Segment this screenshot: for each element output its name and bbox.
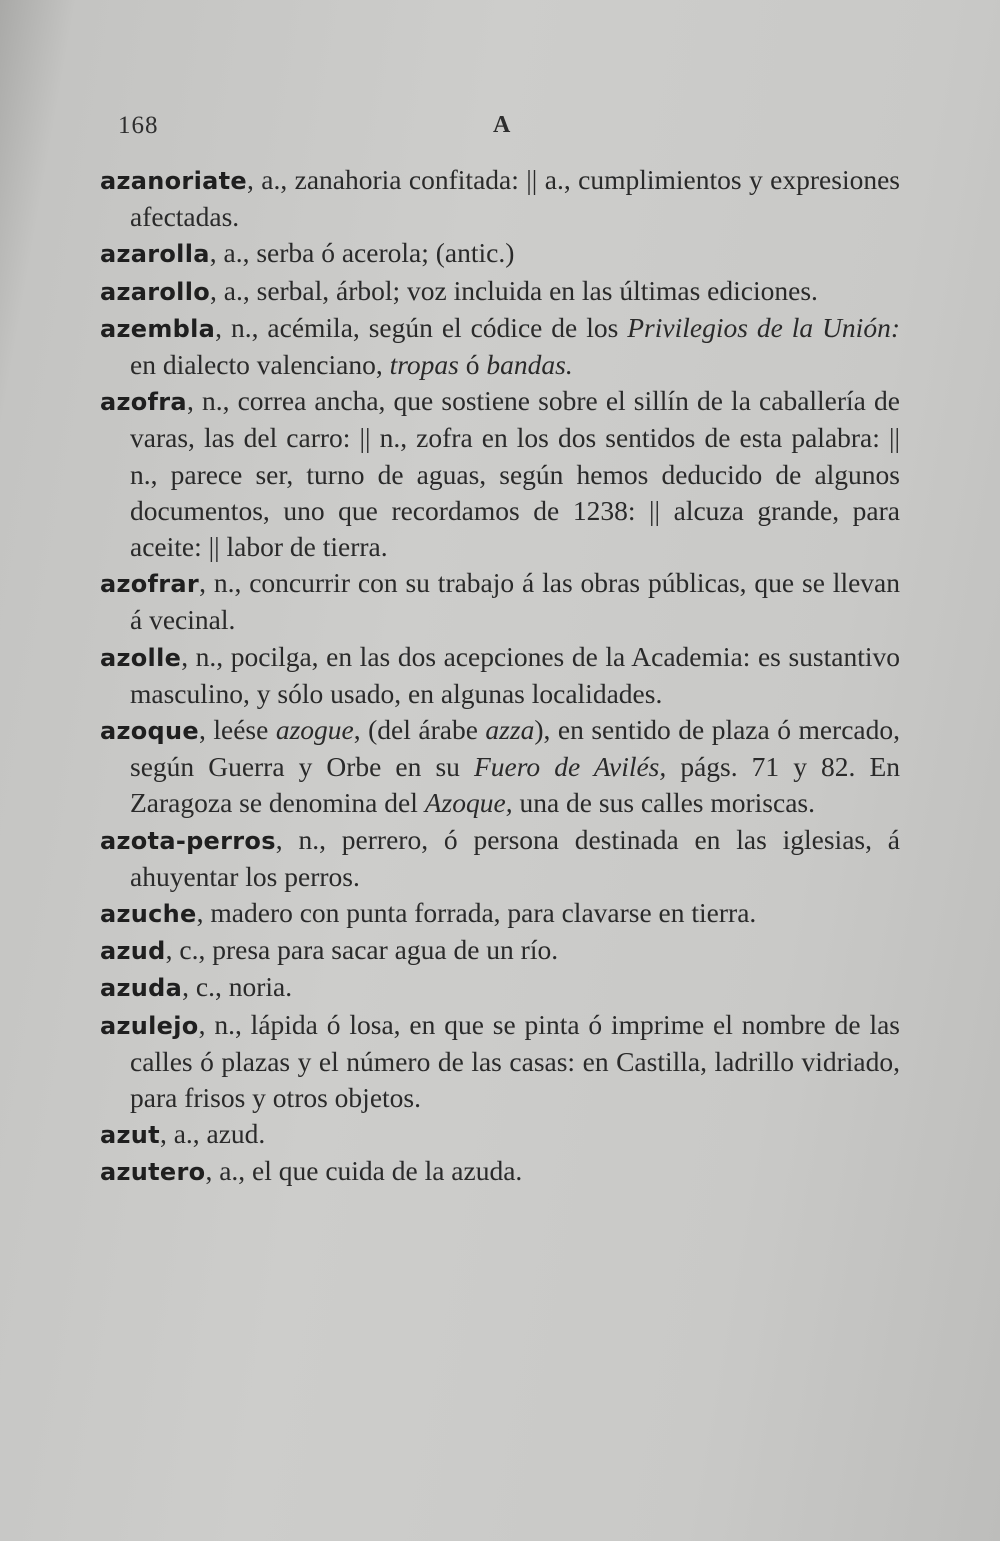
entry-definition-text: , a., zanahoria confitada: || a., cumplimientos y expresiones afectadas. bbox=[130, 164, 900, 233]
entry-headword: azarollo bbox=[100, 277, 211, 306]
page-header bbox=[118, 112, 518, 152]
entry-definition-text: , n., lápida ó losa, en que se pinta ó imprime el nombre de las calles ó plazas y el número de las casas: en Castilla, ladrillo vidriado, para frisos y otros objetos. bbox=[130, 1008, 900, 1114]
entry-headword: azanoriate bbox=[100, 167, 247, 195]
entry-definition-text: , n., perrero, ó persona destinada en las iglesias, á ahuyentar los perros. bbox=[130, 823, 900, 892]
entry-definition-text: , a., el que cuida de la azuda. bbox=[205, 1155, 523, 1187]
entry-definition-text: , n., acémila, según el códice de los bbox=[215, 311, 628, 343]
dictionary-entry bbox=[100, 1007, 900, 1117]
entry-definition-text: , leése bbox=[199, 714, 276, 746]
entry-italic-text: Fuero de Avilés, bbox=[473, 751, 667, 783]
entry-definition-text: , n., correa ancha, que sostiene sobre el sillín de la caballería de varas, las del carro: || n., zofra en los dos sentidos de esta palabra: || n., parece ser, turno de aguas, según hemos deducido de algunos documentos, uno que recordamos de 1238: || alcuza grande, para aceite: || labor de tierra. bbox=[130, 385, 900, 563]
entry-headword: azota-perros bbox=[100, 826, 276, 855]
dictionary-entry bbox=[100, 565, 900, 638]
entry-definition-text: , (del árabe bbox=[353, 714, 486, 746]
dictionary-entry bbox=[100, 895, 900, 932]
dictionary-entry bbox=[100, 383, 900, 565]
entry-headword: azembla bbox=[100, 314, 216, 343]
dictionary-entry bbox=[100, 1153, 900, 1190]
entry-definition-text: , a., serba ó acerola; (antic.) bbox=[209, 237, 515, 269]
dictionary-entry bbox=[100, 712, 900, 822]
entry-headword: azut bbox=[100, 1121, 160, 1150]
dictionary-entries bbox=[100, 162, 900, 1191]
entry-headword: azuda bbox=[100, 974, 183, 1003]
dictionary-entry bbox=[100, 932, 900, 969]
entry-definition-text: , a., azud. bbox=[159, 1118, 266, 1150]
entry-headword: azoque bbox=[100, 717, 199, 746]
entry-definition-text: págs. 71 y 82. En Zaragoza se denomina del bbox=[130, 751, 900, 819]
dictionary-entry bbox=[100, 273, 900, 310]
dictionary-entry bbox=[100, 310, 900, 383]
entry-headword: azolle bbox=[100, 643, 182, 672]
entry-italic-text: tropas bbox=[389, 349, 459, 381]
dictionary-entry bbox=[100, 639, 900, 712]
dictionary-entry bbox=[100, 969, 900, 1006]
entry-definition-text: , c., presa para sacar agua de un río. bbox=[165, 934, 559, 966]
entry-italic-text: Azoque, bbox=[424, 787, 513, 819]
entry-headword: azarolla bbox=[100, 240, 210, 269]
entry-headword: azutero bbox=[100, 1158, 206, 1187]
entry-definition-text: , c., noria. bbox=[182, 971, 293, 1003]
entry-italic-text: bandas. bbox=[486, 349, 573, 381]
dictionary-entry bbox=[100, 162, 900, 235]
dictionary-entry bbox=[100, 235, 900, 272]
entry-italic-text: azogue bbox=[275, 714, 354, 746]
entry-headword: azud bbox=[100, 937, 166, 966]
entry-definition-text: , n., pocilga, en las dos acepciones de la Academia: es sustantivo masculino, y sólo usado, en algunas localidades. bbox=[130, 640, 900, 709]
entry-headword: azofrar bbox=[100, 570, 200, 599]
page-number: 168 bbox=[118, 112, 159, 139]
entry-italic-text: Privilegios de la Unión: bbox=[627, 311, 900, 343]
entry-definition-text: ), en sentido de plaza ó mercado, según Guerra y Orbe en su bbox=[130, 714, 901, 783]
entry-definition-text: en dialecto valenciano, bbox=[130, 349, 390, 381]
entry-definition-text: , a., serbal, árbol; voz incluida en las últimas ediciones. bbox=[210, 274, 818, 306]
section-letter: A bbox=[493, 112, 511, 138]
entry-headword: azuche bbox=[100, 900, 197, 929]
entry-definition-text: ó bbox=[458, 349, 487, 381]
entry-definition-text: , madero con punta forrada, para clavarse en tierra. bbox=[196, 897, 757, 929]
entry-headword: azofra bbox=[100, 388, 187, 417]
entry-definition-text: , n., concurrir con su trabajo á las obras públicas, que se llevan á vecinal. bbox=[130, 567, 900, 636]
dictionary-entry bbox=[100, 822, 900, 895]
entry-definition-text: una de sus calles moriscas. bbox=[512, 787, 815, 819]
entry-italic-text: azza bbox=[485, 714, 535, 746]
dictionary-entry bbox=[100, 1116, 900, 1153]
entry-headword: azulejo bbox=[100, 1011, 199, 1040]
